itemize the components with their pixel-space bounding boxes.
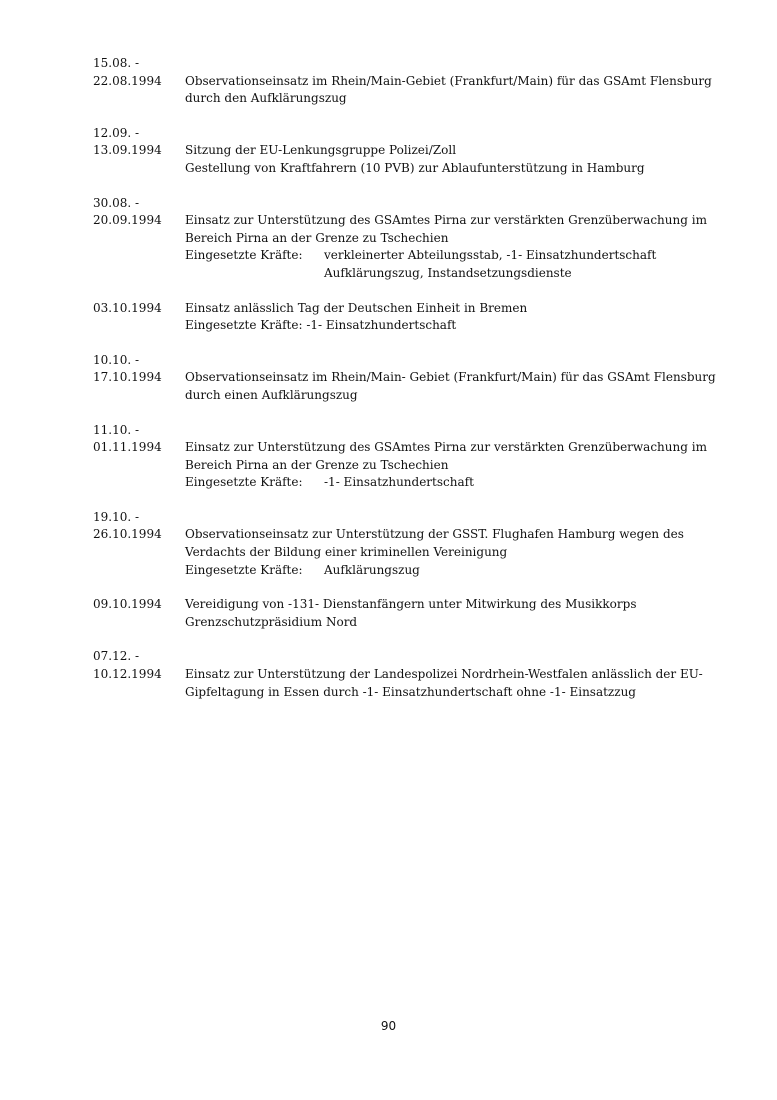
entry-text: Gestellung von Kraftfahrern (10 PVB) zur Ablaufunterstützung in Hamburg	[185, 160, 645, 175]
list-item	[93, 55, 712, 108]
date-end: 26.10.1994	[93, 527, 162, 542]
date-end: 03.10.1994	[93, 300, 162, 315]
date-end: 01.11.1994	[93, 440, 162, 455]
entry-text: Eingesetzte Kräfte: -1- Einsatzhundertschaft	[185, 318, 457, 333]
document-body	[93, 55, 716, 718]
list-item	[93, 125, 703, 178]
date-end: 13.09.1994	[93, 143, 162, 158]
date-start: 10.10. -	[93, 352, 140, 367]
date-start: 30.08. -	[93, 195, 140, 210]
entry-text: Verdachts der Bildung einer kriminellen Vereinigung	[185, 545, 508, 560]
forces-text: -1- Einsatzhundertschaft	[324, 475, 474, 490]
entry-text: Einsatz anlässlich Tag der Deutschen Einheit in Bremen	[185, 300, 528, 315]
date-end: 09.10.1994	[93, 597, 162, 612]
list-item	[93, 300, 703, 335]
list-item	[93, 195, 707, 283]
entry-text: Bereich Pirna an der Grenze zu Tschechien	[185, 457, 449, 472]
list-item	[93, 648, 703, 701]
date-end: 22.08.1994	[93, 73, 162, 88]
entry-text: Observationseinsatz zur Unterstützung der GSST. Flughafen Hamburg wegen des	[185, 527, 684, 542]
entry-text: Observationseinsatz im Rhein/Main- Gebiet (Frankfurt/Main) für das GSAmt Flensburg	[185, 370, 716, 385]
date-start: 19.10. -	[93, 509, 140, 524]
date-end: 10.12.1994	[93, 667, 162, 682]
entry-text: Einsatz zur Unterstützung des GSAmtes Pirna zur verstärkten Grenzüberwachung im	[185, 440, 707, 455]
list-item	[93, 509, 703, 579]
entry-text: Gipfeltagung in Essen durch -1- Einsatzhundertschaft ohne -1- Einsatzzug	[185, 684, 636, 699]
list-item	[93, 352, 716, 405]
entry-text: durch einen Aufklärungszug	[185, 387, 358, 402]
entry-text: Einsatz zur Unterstützung des GSAmtes Pirna zur verstärkten Grenzüberwachung im	[185, 213, 707, 228]
forces-label: Eingesetzte Kräfte:	[185, 562, 303, 577]
entry-text: Vereidigung von -131- Dienstanfängern unter Mitwirkung des Musikkorps	[185, 597, 637, 612]
forces-text: verkleinerter Abteilungsstab, -1- Einsatzhundertschaft	[324, 248, 657, 263]
forces-text: Aufklärungszug	[324, 562, 420, 577]
entry-text: Einsatz zur Unterstützung der Landespolizei Nordrhein-Westfalen anlässlich der EU-	[185, 667, 703, 682]
forces-label: Eingesetzte Kräfte:	[185, 248, 303, 263]
entry-text: Grenzschutzpräsidium Nord	[185, 614, 358, 629]
entry-text: Bereich Pirna an der Grenze zu Tschechien	[185, 230, 449, 245]
page-number: 90	[380, 1019, 397, 1033]
list-item	[93, 596, 703, 631]
date-end: 17.10.1994	[93, 370, 162, 385]
date-start: 12.09. -	[93, 125, 140, 140]
forces-label: Eingesetzte Kräfte:	[185, 475, 303, 490]
date-start: 11.10. -	[93, 422, 140, 437]
entry-text: durch den Aufklärungszug	[185, 91, 347, 106]
entry-text: Sitzung der EU-Lenkungsgruppe Polizei/Zoll	[185, 143, 457, 158]
date-end: 20.09.1994	[93, 213, 162, 228]
list-item	[93, 422, 707, 492]
date-start: 07.12. -	[93, 649, 140, 664]
date-start: 15.08. -	[93, 56, 140, 70]
forces-text: Aufklärungszug, Instandsetzungsdienste	[324, 265, 572, 280]
entry-text: Observationseinsatz im Rhein/Main-Gebiet (Frankfurt/Main) für das GSAmt Flensburg	[185, 73, 712, 88]
